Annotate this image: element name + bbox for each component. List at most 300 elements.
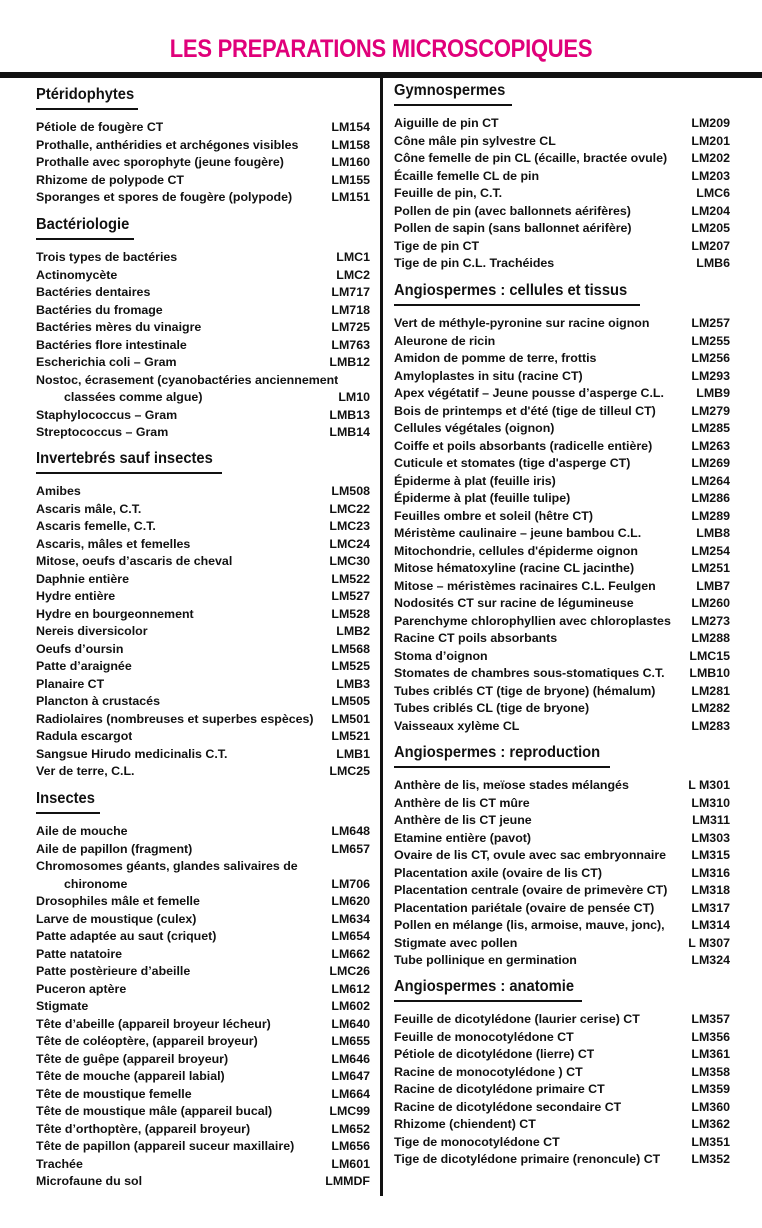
item-name: Placentation centrale (ovaire de primevère CT) (394, 883, 668, 897)
list-item (394, 1029, 730, 1047)
item-name: Écaille femelle CL de pin (394, 168, 540, 183)
list-item (36, 137, 370, 155)
item-code: LM318 (691, 883, 730, 897)
section-underline (394, 104, 512, 106)
list-item (36, 911, 370, 929)
item-name: Épiderme à plat (feuille iris) (394, 473, 556, 488)
list-item (394, 255, 730, 273)
list-item (394, 525, 730, 543)
item-code: LM501 (331, 711, 370, 726)
item-name: Tige de monocotylédone CT (394, 1134, 560, 1149)
list-item (394, 333, 730, 351)
list-item (394, 830, 730, 848)
section-title: Angiospermes : anatomie (394, 978, 575, 995)
list-item (394, 403, 730, 421)
item-name: Etamine entière (pavot) (394, 830, 532, 845)
list-item (36, 841, 370, 859)
item-name: Bois de printemps et d'été (tige de tilleul CT) (394, 403, 656, 418)
item-name: Cône femelle de pin CL (écaille, bractée ovule) (394, 151, 668, 165)
section-angio-reproduction (394, 744, 730, 970)
item-name: Stoma d’oignon (394, 648, 488, 663)
list-item (394, 665, 730, 683)
list-item (394, 1046, 730, 1064)
list-item (394, 900, 730, 918)
section-title: Insectes (36, 790, 95, 807)
list-item (394, 718, 730, 736)
item-code: LM634 (331, 911, 370, 926)
item-code: LMC2 (336, 267, 370, 282)
item-code: LM281 (691, 683, 730, 698)
item-code: LM303 (691, 830, 730, 845)
item-name: Racine de dicotylédone secondaire CT (394, 1099, 622, 1114)
list-item (36, 154, 370, 172)
list-item (394, 420, 730, 438)
list-item (394, 630, 730, 648)
list-item (36, 1016, 370, 1034)
item-code: LMC15 (689, 648, 730, 663)
item-code: LMC23 (329, 519, 370, 533)
item-name: Patte natatoire (36, 946, 123, 961)
item-code: LM612 (331, 981, 370, 996)
list-item (394, 700, 730, 718)
list-item (394, 455, 730, 473)
list-item (36, 858, 370, 876)
item-name: Nereis diversicolor (36, 624, 148, 638)
list-item (36, 284, 370, 302)
list-item (394, 1064, 730, 1082)
list-item (36, 1086, 370, 1104)
section-title: Invertebrés sauf insectes (36, 450, 213, 467)
item-name: Plancton à crustacés (36, 694, 160, 708)
list-item (394, 560, 730, 578)
item-name: Escherichia coli – Gram (36, 355, 177, 369)
section-angio-cellules (394, 282, 730, 735)
list-item (36, 946, 370, 964)
list-item (394, 847, 730, 865)
list-item (36, 1173, 370, 1191)
item-code: LM620 (331, 894, 370, 908)
item-code: LM311 (692, 813, 730, 827)
item-name: Ver de terre, C.L. (36, 764, 135, 778)
item-name: Tige de dicotylédone primaire (renoncule) CT (394, 1152, 661, 1166)
item-name: Épiderme à plat (feuille tulipe) (394, 491, 571, 505)
item-name: Hydre en bourgeonnement (36, 606, 194, 621)
item-code: LM317 (691, 900, 730, 915)
item-code: LM263 (691, 438, 730, 453)
item-code: LMB6 (696, 256, 730, 270)
list-item (36, 1156, 370, 1174)
item-name: Chromosomes géants, glandes salivaires de (36, 859, 298, 873)
list-item (394, 683, 730, 701)
item-code: LM154 (331, 120, 370, 134)
item-name: Tube pollinique en germination (394, 953, 577, 967)
item-name: Racine CT poils absorbants (394, 631, 558, 645)
item-code: LM640 (331, 1016, 370, 1031)
item-code: LMC26 (329, 964, 370, 978)
item-code: L M301 (688, 778, 730, 792)
item-name: Microfaune du sol (36, 1174, 143, 1188)
item-code: LM352 (691, 1152, 730, 1166)
list-item (36, 372, 370, 390)
item-code: LM205 (691, 221, 730, 235)
item-code: LM155 (331, 172, 370, 187)
list-item-continuation (36, 876, 370, 894)
section-underline (36, 472, 222, 474)
list-item (394, 578, 730, 596)
item-name: Mitose – méristèmes racinaires C.L. Feulgen (394, 578, 656, 593)
item-name: Oeufs d’oursin (36, 641, 124, 656)
list-item (36, 963, 370, 981)
list-item (36, 553, 370, 571)
item-name: Tête de coléoptère, (appareil broyeur) (36, 1034, 258, 1048)
list-item (36, 501, 370, 519)
list-item (36, 407, 370, 425)
item-code: LM568 (331, 641, 370, 656)
item-code: LM207 (691, 238, 730, 253)
item-code: LM646 (331, 1051, 370, 1066)
item-code: LMC25 (329, 764, 370, 778)
item-name: Feuille de pin, C.T. (394, 186, 503, 200)
item-name: Trois types de bactéries (36, 250, 178, 264)
item-code: LM505 (331, 694, 370, 708)
item-code: LMB13 (329, 407, 370, 422)
item-name: Patte postèrieure d’abeille (36, 964, 191, 978)
item-name: Ascaris femelle, C.T. (36, 519, 156, 533)
item-code: LM522 (331, 571, 370, 586)
list-item (36, 676, 370, 694)
list-item (36, 693, 370, 711)
item-name: Sporanges et spores de fougère (polypode) (36, 190, 293, 204)
list-item (394, 490, 730, 508)
item-name: Daphnie entière (36, 571, 129, 586)
item-name: Streptococcus – Gram (36, 425, 169, 439)
item-code: LM160 (331, 155, 370, 169)
item-code: LMC6 (696, 186, 730, 200)
item-name: Tête de guêpe (appareil broyeur) (36, 1051, 229, 1066)
list-item (394, 368, 730, 386)
item-code: LM260 (691, 596, 730, 610)
list-item (394, 1151, 730, 1169)
item-code: LMB8 (696, 526, 730, 540)
item-code: LM310 (691, 795, 730, 810)
list-item (394, 508, 730, 526)
item-code: LM288 (691, 631, 730, 645)
item-code: LM717 (331, 285, 370, 299)
section-underline (394, 1000, 582, 1002)
item-name: Pollen de sapin (sans ballonnet aérifère) (394, 221, 632, 235)
item-name: Rhizome de polypode CT (36, 172, 185, 187)
item-name: Aleurone de ricin (394, 333, 496, 348)
list-item (36, 354, 370, 372)
item-code: LM662 (331, 946, 370, 961)
item-name: Feuilles ombre et soleil (hêtre CT) (394, 508, 593, 523)
list-item (36, 1051, 370, 1069)
item-name: Tête de moustique mâle (appareil bucal) (36, 1104, 273, 1118)
item-code: LM360 (691, 1099, 730, 1114)
item-code: LM151 (331, 190, 370, 204)
item-name: Stigmate (36, 999, 89, 1013)
item-name: Bactéries du fromage (36, 302, 163, 317)
item-name: Prothalle avec sporophyte (jeune fougère) (36, 155, 284, 169)
section-gymnospermes (394, 82, 730, 273)
item-code: LMB3 (336, 676, 370, 691)
item-code: LM283 (691, 718, 730, 733)
item-name: Radiolaires (nombreuses et superbes espèces) (36, 711, 314, 726)
item-code: LM664 (331, 1086, 370, 1101)
item-code: LMMDF (325, 1174, 370, 1188)
list-item (36, 267, 370, 285)
item-name: Trachée (36, 1156, 83, 1171)
list-item (36, 1138, 370, 1156)
item-name: Pétiole de fougère CT (36, 120, 164, 134)
item-code: LM527 (331, 589, 370, 603)
item-name: Cône mâle pin sylvestre CL (394, 133, 556, 148)
item-code: LM315 (691, 848, 730, 862)
list-item (394, 115, 730, 133)
item-code: LMC99 (329, 1104, 370, 1118)
list-item (394, 865, 730, 883)
item-name: Vaisseaux xylème CL (394, 718, 520, 733)
item-code: LMC24 (329, 536, 370, 551)
list-item (394, 882, 730, 900)
item-name: Staphylococcus – Gram (36, 407, 178, 422)
item-name: Cuticule et stomates (tige d'asperge CT) (394, 456, 631, 470)
list-item (394, 812, 730, 830)
item-name: Racine de monocotylédone ) CT (394, 1064, 583, 1079)
item-name: Nostoc, écrasement (cyanobactéries anciennement (36, 372, 339, 387)
item-code: LM289 (691, 508, 730, 523)
item-code: LMC1 (336, 250, 370, 264)
item-code: LM763 (331, 337, 370, 352)
item-name: Cellules végétales (oignon) (394, 421, 555, 435)
list-item (36, 981, 370, 999)
item-code: LM706 (331, 876, 370, 891)
section-underline (36, 238, 134, 240)
item-code: LMB1 (336, 746, 370, 761)
list-item (394, 1099, 730, 1117)
list-item (394, 543, 730, 561)
item-name: Tubes criblés CL (tige de bryone) (394, 701, 590, 715)
item-code: LM361 (691, 1047, 730, 1061)
list-item (394, 917, 730, 935)
item-code: LM655 (331, 1034, 370, 1048)
column-divider (380, 78, 383, 1196)
item-name: Mitose, oeufs d’ascaris de cheval (36, 554, 233, 568)
item-code: LM521 (331, 729, 370, 743)
item-code: LM652 (331, 1121, 370, 1136)
list-item (36, 302, 370, 320)
list-item (36, 119, 370, 137)
item-code: LM648 (331, 824, 370, 838)
item-code: LMC22 (329, 501, 370, 516)
section-title: Gymnospermes (394, 82, 506, 99)
item-code: LM528 (331, 606, 370, 621)
item-code: LM357 (691, 1012, 730, 1026)
list-item (394, 1134, 730, 1152)
item-code: LMB9 (696, 386, 730, 400)
list-item (394, 385, 730, 403)
item-code: LMC30 (329, 554, 370, 568)
item-name: Patte adaptée au saut (criquet) (36, 929, 217, 943)
item-name: Bactéries flore intestinale (36, 337, 187, 352)
item-name: Tige de pin C.L. Trachéides (394, 256, 555, 270)
item-name-continued: classées comme algue) (64, 390, 203, 404)
list-item (36, 319, 370, 337)
item-name: Drosophiles mâle et femelle (36, 894, 200, 908)
list-item (36, 641, 370, 659)
list-item (36, 623, 370, 641)
list-item (36, 483, 370, 501)
item-name: Radula escargot (36, 729, 133, 743)
item-name: Stomates de chambres sous-stomatiques C.T. (394, 666, 665, 680)
list-item (36, 658, 370, 676)
section-pteridophytes (36, 86, 370, 207)
item-code: LMB14 (329, 425, 370, 439)
item-name: Planaire CT (36, 676, 105, 691)
list-item (394, 238, 730, 256)
item-name: Apex végétatif – Jeune pousse d’asperge C.L. (394, 386, 664, 400)
item-name: Placentation axile (ovaire de lis CT) (394, 865, 602, 880)
list-item (36, 763, 370, 781)
list-item (394, 1011, 730, 1029)
item-name: Bactéries dentaires (36, 285, 151, 299)
list-item (394, 150, 730, 168)
item-code: LM356 (691, 1029, 730, 1044)
section-underline (394, 304, 640, 306)
item-code: LM254 (691, 543, 730, 558)
item-name: Tubes criblés CT (tige de bryone) (hémalum) (394, 683, 656, 698)
item-name: Parenchyme chlorophyllien avec chloroplastes (394, 613, 671, 628)
item-name: Aile de mouche (36, 824, 128, 838)
item-name: Bactéries mères du vinaigre (36, 320, 202, 334)
item-code: LM718 (331, 302, 370, 317)
item-name: Coiffe et poils absorbants (radicelle entière) (394, 438, 653, 453)
list-item (36, 588, 370, 606)
item-code: LM158 (331, 137, 370, 152)
item-code: LM508 (331, 484, 370, 498)
item-name: Tête d’orthoptère, (appareil broyeur) (36, 1121, 251, 1136)
item-code: LM256 (691, 351, 730, 365)
list-item (394, 795, 730, 813)
item-name: Feuille de dicotylédone (laurier cerise) CT (394, 1012, 640, 1026)
item-code: LM647 (331, 1069, 370, 1083)
list-item (36, 998, 370, 1016)
list-item (394, 220, 730, 238)
list-item (36, 1033, 370, 1051)
section-angio-anatomie (394, 978, 730, 1169)
list-item (36, 518, 370, 536)
item-name: Anthère de lis CT jeune (394, 813, 532, 827)
section-title: Ptéridophytes (36, 86, 135, 103)
section-underline (394, 766, 610, 768)
item-name: Pollen de pin (avec ballonnets aérifères) (394, 203, 631, 218)
list-item (36, 711, 370, 729)
item-name: Stigmate avec pollen (394, 935, 518, 950)
list-item (394, 777, 730, 795)
list-item (36, 893, 370, 911)
item-name: Anthère de lis CT mûre (394, 795, 530, 810)
item-name: Pollen en mélange (lis, armoise, mauve, jonc), (394, 918, 665, 932)
list-item (36, 1121, 370, 1139)
item-name: Actinomycète (36, 267, 118, 282)
item-code: LM725 (331, 320, 370, 334)
list-item (394, 648, 730, 666)
item-code: LM657 (331, 841, 370, 856)
section-title: Bactériologie (36, 216, 130, 233)
item-code: LM602 (331, 999, 370, 1013)
item-code: LM324 (691, 953, 730, 967)
item-code: LM358 (691, 1064, 730, 1079)
list-item (36, 606, 370, 624)
section-bacteriologie (36, 216, 370, 442)
list-item (394, 1116, 730, 1134)
list-item (36, 249, 370, 267)
item-code: LM257 (691, 316, 730, 330)
item-code: LMB2 (336, 624, 370, 638)
list-item (394, 168, 730, 186)
item-code: LM359 (691, 1082, 730, 1096)
list-item (394, 595, 730, 613)
section-underline (36, 108, 138, 110)
list-item (394, 1081, 730, 1099)
item-name: Mitose hématoxyline (racine CL jacinthe) (394, 561, 635, 575)
list-item (36, 536, 370, 554)
list-item (36, 1103, 370, 1121)
item-name: Pétiole de dicotylédone (lierre) CT (394, 1047, 595, 1061)
item-name: Sangsue Hirudo medicinalis C.T. (36, 746, 228, 761)
item-name: Prothalle, anthéridies et archégones visibles (36, 137, 299, 152)
item-code: LM204 (691, 203, 730, 218)
item-name: Amyloplastes in situ (racine CT) (394, 368, 583, 383)
item-name: Rhizome (chiendent) CT (394, 1117, 536, 1131)
item-name: Anthère de lis, meïose stades mélangés (394, 778, 629, 792)
item-code: LM251 (691, 561, 730, 575)
list-item (394, 935, 730, 953)
item-code: LMB7 (696, 578, 730, 593)
list-item (36, 337, 370, 355)
section-insectes (36, 790, 370, 1191)
item-code: LMB10 (689, 666, 730, 680)
list-item (394, 473, 730, 491)
item-name: Ascaris, mâles et femelles (36, 536, 191, 551)
item-name: Amidon de pomme de terre, frottis (394, 351, 597, 365)
item-code: LM201 (691, 133, 730, 148)
list-item (394, 952, 730, 970)
item-code: LM314 (691, 918, 730, 932)
item-name: Aiguille de pin CT (394, 116, 499, 130)
item-code: LM293 (691, 368, 730, 383)
item-name: Tige de pin CT (394, 238, 480, 253)
list-item-continuation (36, 389, 370, 407)
item-code: LM273 (691, 613, 730, 628)
item-name: Tête de mouche (appareil labial) (36, 1069, 225, 1083)
section-title: Angiospermes : cellules et tissus (394, 282, 628, 299)
item-code: LM255 (691, 333, 730, 348)
list-item (36, 571, 370, 589)
item-code: LM203 (691, 168, 730, 183)
item-code: LM601 (331, 1156, 370, 1171)
list-item (394, 350, 730, 368)
item-name: Amibes (36, 484, 81, 498)
item-name: Racine de dicotylédone primaire CT (394, 1082, 605, 1096)
item-name: Patte d’araignée (36, 659, 132, 673)
item-name: Puceron aptère (36, 981, 127, 996)
list-item (36, 823, 370, 841)
item-code: LM264 (691, 473, 730, 488)
item-code: LM656 (331, 1139, 370, 1153)
list-item (394, 185, 730, 203)
item-name: Ovaire de lis CT, ovule avec sac embryonnaire (394, 848, 667, 862)
